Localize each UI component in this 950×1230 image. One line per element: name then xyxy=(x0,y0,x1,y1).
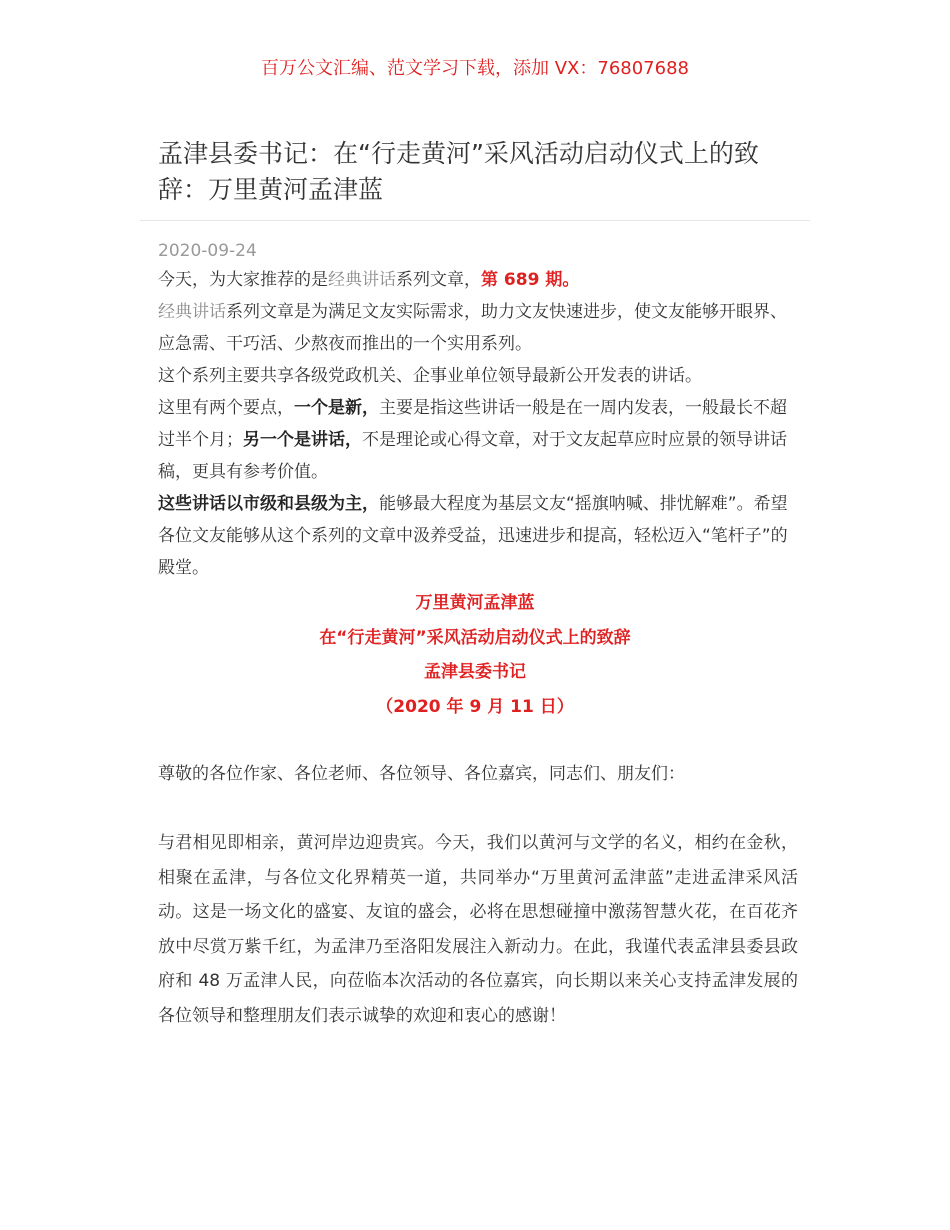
speech-occasion: 在“行走黄河”采风活动启动仪式上的致辞 xyxy=(319,627,631,648)
bold-point: 一个是新， xyxy=(294,398,379,418)
speech-date: （2020 年 9 月 11 日） xyxy=(376,696,574,717)
intro-text: 不是理论或心得文章，对于文友起草应时应景的领导讲话稿，更具有参考价值。 xyxy=(158,430,787,482)
intro-paragraph-3: 这个系列主要共享各级党政机关、企事业单位领导最新公开发表的讲话。 xyxy=(158,366,702,386)
intro-paragraph-1 xyxy=(158,264,798,296)
speech-heading xyxy=(0,586,950,724)
intro-text: 系列文章是为满足文友实际需求，助力文友快速进步，使文友能够开眼界、应急需、干巧活、少熬夜而推出的一个实用系列。 xyxy=(158,302,787,354)
intro-text: 系列文章， xyxy=(396,270,481,290)
intro-section xyxy=(158,264,798,584)
body-paragraph: 与君相见即相亲，黄河岸边迎贵宾。今天，我们以黄河与文学的名义，相约在金秋，相聚在孟津，与各位文化界精英一道，共同举办“万里黄河孟津蓝”走进孟津采风活动。这是一场文化的盛宴、友谊的盛会，必将在思想碰撞中激荡智慧火花，在百花齐放中尽赏万紫千红，为孟津乃至洛阳发展注入新动力。在此，我谨代表孟津县委县政府和 48 万孟津人民，向莅临本次活动的各位嘉宾，向长期以来关心支持孟津发展的各位领导和整理朋友们表示诚挚的欢迎和衷心的感谢！ xyxy=(158,833,798,1026)
article-title: 孟津县委书记：在“行走黄河”采风活动启动仪式上的致辞：万里黄河孟津蓝 xyxy=(158,139,759,204)
intro-text: 主要是指这些讲话一般是在一周内发表，一般最长不超过半个月； xyxy=(158,398,787,450)
speech-salutation: 尊敬的各位作家、各位老师、各位领导、各位嘉宾，同志们、朋友们： xyxy=(158,764,685,784)
promo-banner: 百万公文汇编、范文学习下载，添加 VX：76807688 xyxy=(261,58,689,79)
intro-paragraph-4 xyxy=(158,392,798,488)
publish-date: 2020-09-24 xyxy=(158,241,257,261)
issue-number: 第 689 期。 xyxy=(481,270,580,290)
intro-text: 能够最大程度为基层文友“摇旗呐喊、排忧解难”。希望各位文友能够从这个系列的文章中汲养受益，迅速进步和提高，轻松迈入“笔杆子”的殿堂。 xyxy=(158,494,788,578)
speech-speaker: 孟津县委书记 xyxy=(424,662,526,682)
intro-text: 今天，为大家推荐的是 xyxy=(158,270,328,290)
speech-title: 万里黄河孟津蓝 xyxy=(415,593,535,613)
bold-point: 这些讲话以市级和县级为主， xyxy=(158,494,379,514)
intro-paragraph-2 xyxy=(158,296,798,360)
intro-text: 这里有两个要点， xyxy=(158,398,294,418)
intro-paragraph-5 xyxy=(158,488,798,584)
bold-point: 另一个是讲话， xyxy=(243,430,362,450)
speech-body xyxy=(158,826,798,1033)
series-name: 经典讲话 xyxy=(328,270,396,290)
series-name: 经典讲话 xyxy=(158,302,226,322)
title-divider xyxy=(140,220,810,221)
